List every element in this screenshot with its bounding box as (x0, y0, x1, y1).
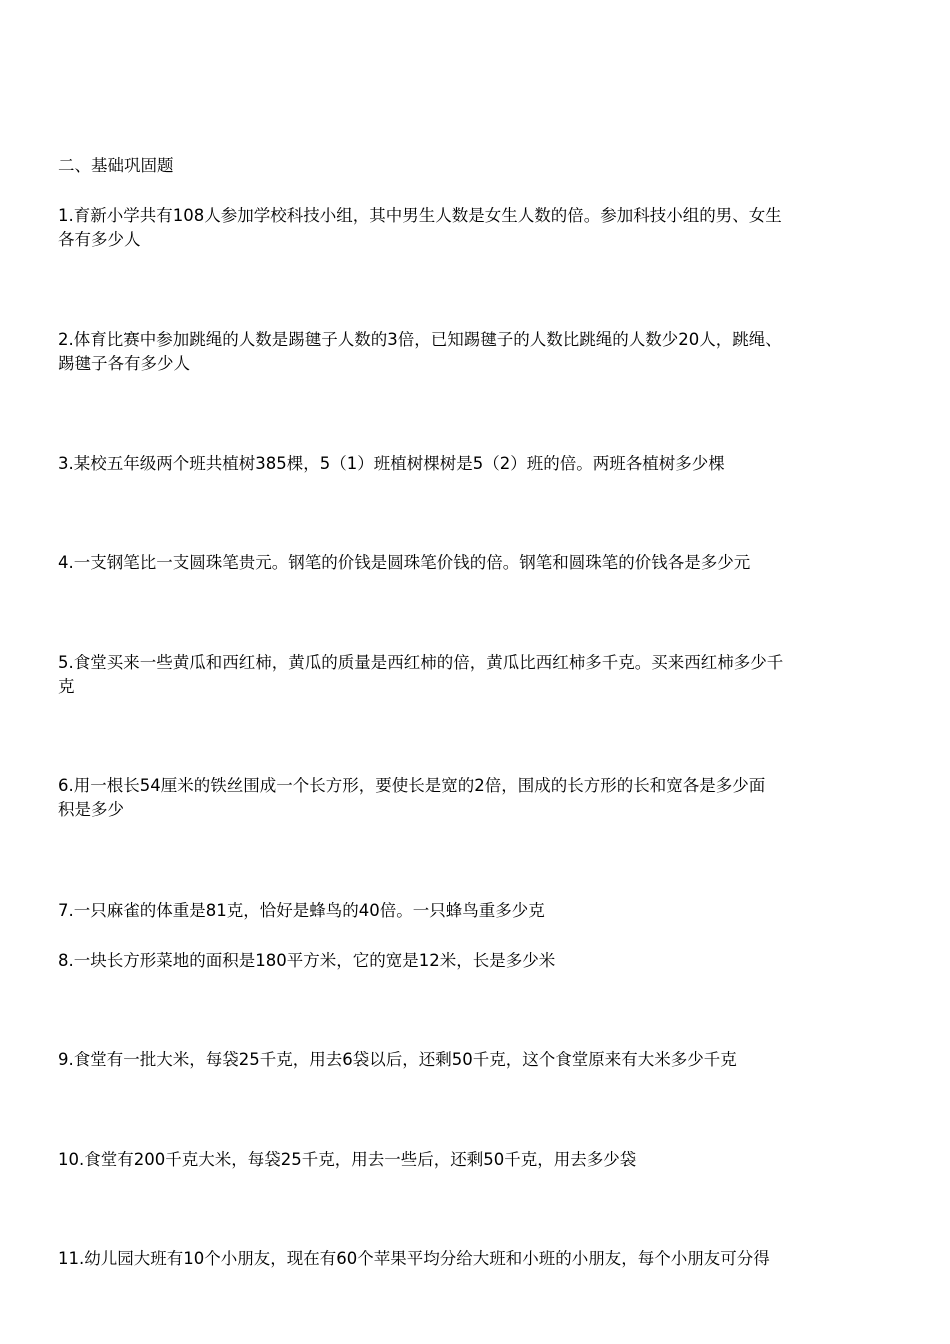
question-7-line-1: 7.一只麻雀的体重是81克，恰好是蜂鸟的40倍。一只蜂鸟重多少克 (58, 901, 545, 920)
question-6-line-1: 6.用一根长54厘米的铁丝围成一个长方形，要使长是宽的2倍，围成的长方形的长和宽各是多少面 (58, 776, 766, 795)
question-2-line-2: 踢毽子各有多少人 (58, 354, 190, 373)
question-8-line-1: 8.一块长方形菜地的面积是180平方米，它的宽是12米，长是多少米 (58, 951, 556, 970)
question-6-line-2: 积是多少 (58, 800, 124, 819)
question-3-line-1: 3.某校五年级两个班共植树385棵，5（1）班植树棵树是5（2）班的倍。两班各植树多少棵 (58, 454, 725, 473)
question-9-line-1: 9.食堂有一批大米，每袋25千克，用去6袋以后，还剩50千克，这个食堂原来有大米多少千克 (58, 1050, 737, 1069)
question-1-line-1: 1.育新小学共有108人参加学校科技小组，其中男生人数是女生人数的倍。参加科技小组的男、女生 (58, 206, 782, 225)
question-11-line-1: 11.幼儿园大班有10个小朋友，现在有60个苹果平均分给大班和小班的小朋友，每个小朋友可分得 (58, 1249, 770, 1268)
question-1-line-2: 各有多少人 (58, 230, 141, 249)
question-2-line-1: 2.体育比赛中参加跳绳的人数是踢毽子人数的3倍，已知踢毽子的人数比跳绳的人数少20人，跳绳、 (58, 330, 782, 349)
question-5-line-2: 克 (58, 677, 75, 696)
question-4-line-1: 4.一支钢笔比一支圆珠笔贵元。钢笔的价钱是圆珠笔价钱的倍。钢笔和圆珠笔的价钱各是多少元 (58, 553, 751, 572)
question-10-line-1: 10.食堂有200千克大米，每袋25千克，用去一些后，还剩50千克，用去多少袋 (58, 1150, 637, 1169)
section-title: 二、基础巩固题 (58, 156, 174, 175)
question-5-line-1: 5.食堂买来一些黄瓜和西红柿，黄瓜的质量是西红柿的倍，黄瓜比西红柿多千克。买来西红柿多少千 (58, 653, 784, 672)
